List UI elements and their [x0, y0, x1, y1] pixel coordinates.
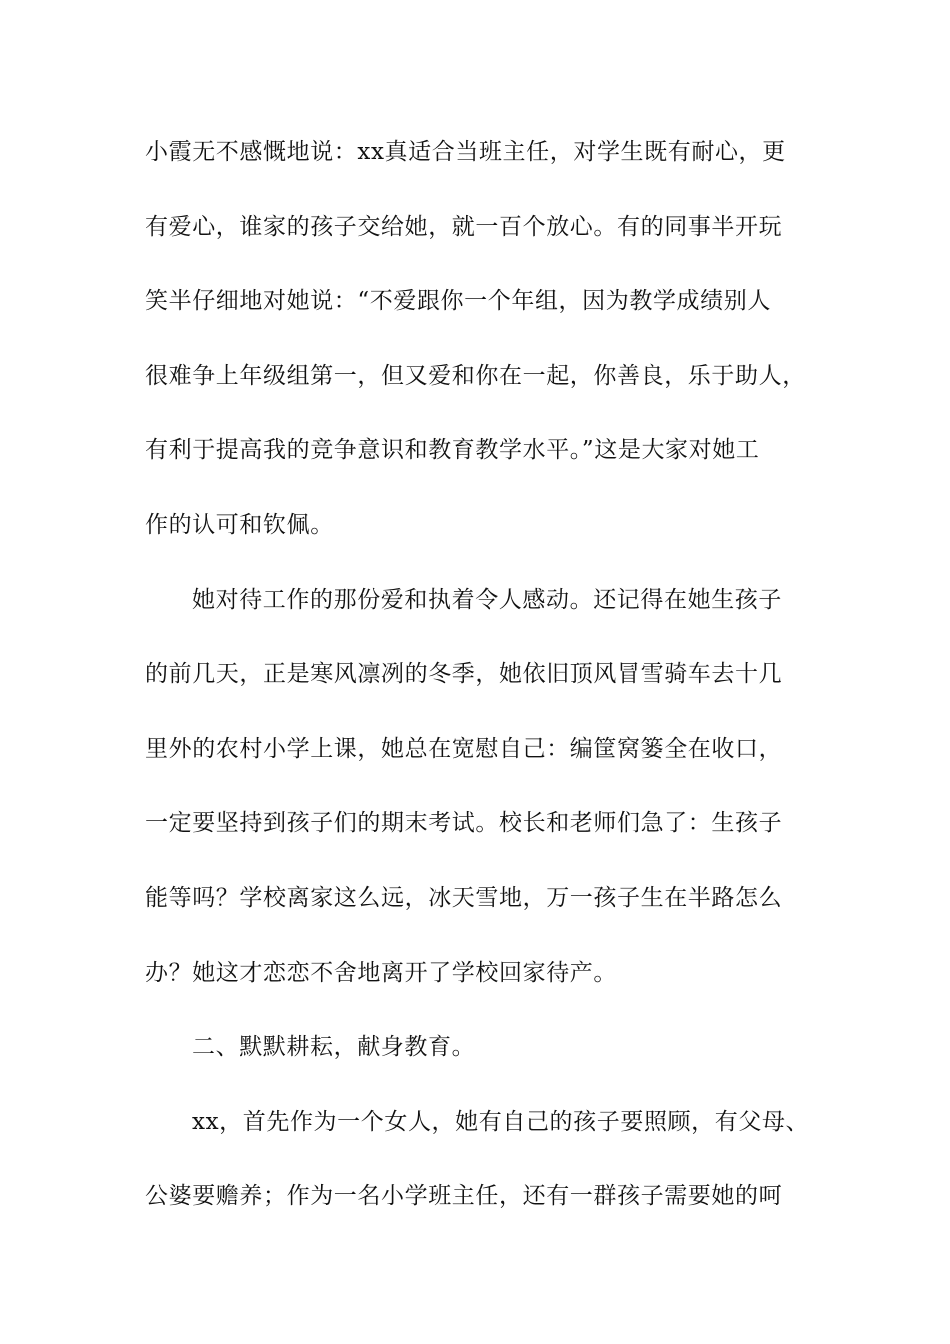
document-body [145, 134, 815, 1253]
text-line: 里外的农村小学上课，她总在宽慰自己：编筐窝篓全在收口， [145, 735, 783, 762]
text-line: 有利于提高我的竞争意识和教育教学水平。”这是大家对她工 [145, 437, 760, 464]
paragraph-start-line: 她对待工作的那份爱和执着令人感动。还记得在她生孩子 [192, 586, 782, 613]
text-line: 的前几天，正是寒风凛冽的冬季，她依旧顶风冒雪骑车去十几 [145, 661, 783, 688]
text-line: 很难争上年级组第一，但又爱和你在一起，你善良，乐于助人， [145, 362, 806, 389]
section-heading: 二、默默耕耘，献身教育。 [192, 1034, 476, 1061]
text-line: 作的认可和钦佩。 [145, 511, 334, 538]
paragraph-start-line: xx，首先作为一个女人，她有自己的孩子要照顾，有父母、 [192, 1108, 810, 1135]
text-line: 公婆要赡养；作为一名小学班主任，还有一群孩子需要她的呵 [145, 1183, 783, 1210]
text-line: 办？她这才恋恋不舍地离开了学校回家待产。 [145, 959, 617, 986]
text-line: 有爱心，谁家的孩子交给她，就一百个放心。有的同事半开玩 [145, 213, 783, 240]
text-line: 小霞无不感慨地说：xx真适合当班主任，对学生既有耐心，更 [145, 139, 786, 165]
text-line: 能等吗？学校离家这么远，冰天雪地，万一孩子生在半路怎么 [145, 884, 783, 911]
text-line: 一定要坚持到孩子们的期末考试。校长和老师们急了：生孩子 [145, 810, 783, 837]
text-line: 笑半仔细地对她说：“不爱跟你一个年组，因为教学成绩别人 [145, 288, 771, 315]
